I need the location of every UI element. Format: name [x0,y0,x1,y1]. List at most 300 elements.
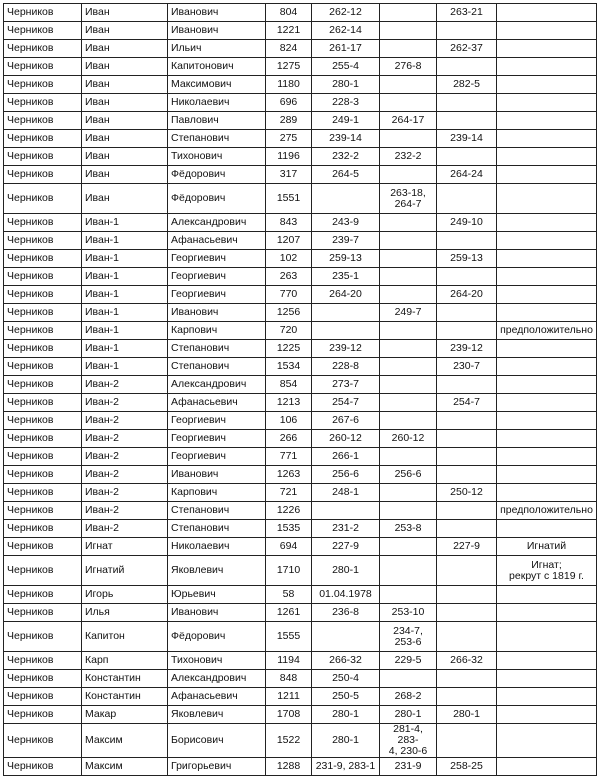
ref-1-cell [312,304,380,322]
ref-3-cell [437,586,497,604]
first-name-cell: Иван-1 [82,322,168,340]
first-name-cell: Игорь [82,586,168,604]
ref-3-cell [437,520,497,538]
first-name-cell: Иван [82,130,168,148]
number-cell: 1261 [266,604,312,622]
note-cell [497,340,597,358]
table-row [4,304,597,322]
ref-3-cell: 264-24 [437,166,497,184]
table-row [4,538,597,556]
patronymic-cell: Георгиевич [168,448,266,466]
ref-3-cell [437,466,497,484]
ref-3-cell: 263-21 [437,4,497,22]
ref-1-cell: 248-1 [312,484,380,502]
ref-1-cell: 280-1 [312,724,380,758]
table-row [4,358,597,376]
note-cell [497,394,597,412]
surname-cell: Черников [4,76,82,94]
note-cell: Игнат; рекрут с 1819 г. [497,556,597,586]
patronymic-cell: Тихонович [168,148,266,166]
ref-2-cell [380,4,437,22]
ref-3-cell [437,412,497,430]
table-row [4,556,597,586]
first-name-cell: Иван-1 [82,286,168,304]
ref-2-cell [380,556,437,586]
patronymic-cell: Иванович [168,4,266,22]
note-cell [497,484,597,502]
patronymic-cell: Георгиевич [168,286,266,304]
patronymic-cell: Максимович [168,76,266,94]
table-row [4,76,597,94]
surname-cell: Черников [4,148,82,166]
number-cell: 770 [266,286,312,304]
first-name-cell: Игнат [82,538,168,556]
first-name-cell: Максим [82,758,168,776]
note-cell [497,22,597,40]
surname-cell: Черников [4,520,82,538]
table-body [4,4,597,776]
table-row [4,448,597,466]
ref-3-cell: 258-25 [437,758,497,776]
table-row [4,22,597,40]
number-cell: 1534 [266,358,312,376]
number-cell: 696 [266,94,312,112]
ref-3-cell: 250-12 [437,484,497,502]
number-cell: 1180 [266,76,312,94]
patronymic-cell: Георгиевич [168,412,266,430]
ref-1-cell: 239-14 [312,130,380,148]
note-cell [497,652,597,670]
ref-3-cell [437,22,497,40]
note-cell: предположительно [497,502,597,520]
ref-3-cell: 280-1 [437,706,497,724]
number-cell: 1708 [266,706,312,724]
table-row [4,148,597,166]
patronymic-cell: Борисович [168,724,266,758]
surname-cell: Черников [4,340,82,358]
patronymic-cell: Николаевич [168,538,266,556]
ref-3-cell: 239-12 [437,340,497,358]
number-cell: 289 [266,112,312,130]
surname-cell: Черников [4,652,82,670]
table-row [4,322,597,340]
ref-3-cell: 264-20 [437,286,497,304]
ref-1-cell: 254-7 [312,394,380,412]
ref-1-cell: 239-12 [312,340,380,358]
ref-3-cell [437,724,497,758]
patronymic-cell: Иванович [168,22,266,40]
ref-1-cell: 01.04.1978 [312,586,380,604]
number-cell: 720 [266,322,312,340]
ref-2-cell [380,670,437,688]
table-row [4,484,597,502]
note-cell [497,586,597,604]
note-cell [497,448,597,466]
number-cell: 848 [266,670,312,688]
number-cell: 263 [266,268,312,286]
ref-3-cell [437,604,497,622]
ref-2-cell: 234-7, 253-6 [380,622,437,652]
ref-1-cell: 255-4 [312,58,380,76]
table-row [4,112,597,130]
ref-2-cell: 256-6 [380,466,437,484]
ref-2-cell [380,484,437,502]
table-row [4,430,597,448]
first-name-cell: Иван-1 [82,358,168,376]
ref-2-cell [380,232,437,250]
ref-3-cell [437,430,497,448]
ref-1-cell: 260-12 [312,430,380,448]
ref-2-cell [380,376,437,394]
note-cell [497,412,597,430]
surname-cell: Черников [4,412,82,430]
number-cell: 1535 [266,520,312,538]
ref-2-cell [380,538,437,556]
note-cell [497,706,597,724]
patronymic-cell: Александрович [168,670,266,688]
note-cell [497,130,597,148]
note-cell [497,670,597,688]
number-cell: 1522 [266,724,312,758]
surname-cell: Черников [4,184,82,214]
patronymic-cell: Иванович [168,466,266,484]
first-name-cell: Иван [82,76,168,94]
note-cell [497,184,597,214]
first-name-cell: Иван-2 [82,520,168,538]
ref-3-cell [437,304,497,322]
surname-cell: Черников [4,448,82,466]
ref-1-cell: 228-3 [312,94,380,112]
ref-3-cell [437,184,497,214]
table-row [4,670,597,688]
surname-cell: Черников [4,502,82,520]
ref-1-cell: 239-7 [312,232,380,250]
surname-cell: Черников [4,430,82,448]
ref-2-cell [380,94,437,112]
patronymic-cell: Яковлевич [168,706,266,724]
note-cell [497,466,597,484]
number-cell: 1288 [266,758,312,776]
patronymic-cell: Иванович [168,304,266,322]
first-name-cell: Иван-1 [82,214,168,232]
table-row [4,232,597,250]
ref-3-cell: 262-37 [437,40,497,58]
ref-1-cell: 266-1 [312,448,380,466]
patronymic-cell: Капитонович [168,58,266,76]
first-name-cell: Илья [82,604,168,622]
ref-1-cell: 232-2 [312,148,380,166]
first-name-cell: Иван-1 [82,304,168,322]
table-row [4,724,597,758]
table-row [4,4,597,22]
number-cell: 1221 [266,22,312,40]
ref-1-cell: 264-5 [312,166,380,184]
number-cell: 1225 [266,340,312,358]
ref-1-cell: 231-9, 283-1 [312,758,380,776]
surname-cell: Черников [4,758,82,776]
ref-3-cell [437,58,497,76]
note-cell [497,232,597,250]
surname-cell: Черников [4,268,82,286]
patronymic-cell: Георгиевич [168,250,266,268]
ref-3-cell [437,670,497,688]
first-name-cell: Иван [82,184,168,214]
surname-cell: Черников [4,250,82,268]
patronymic-cell: Фёдорович [168,622,266,652]
ref-2-cell [380,130,437,148]
surname-cell: Черников [4,40,82,58]
number-cell: 1555 [266,622,312,652]
ref-2-cell: 229-5 [380,652,437,670]
ref-1-cell: 236-8 [312,604,380,622]
table-row [4,758,597,776]
ref-2-cell [380,448,437,466]
note-cell [497,358,597,376]
number-cell: 854 [266,376,312,394]
note-cell [497,724,597,758]
ref-2-cell [380,214,437,232]
number-cell: 1196 [266,148,312,166]
first-name-cell: Иван-1 [82,268,168,286]
note-cell: Игнатий [497,538,597,556]
first-name-cell: Иван [82,40,168,58]
ref-1-cell [312,184,380,214]
table-row [4,58,597,76]
table-row [4,706,597,724]
number-cell: 721 [266,484,312,502]
ref-2-cell [380,250,437,268]
note-cell [497,604,597,622]
table-row [4,520,597,538]
patronymic-cell: Яковлевич [168,556,266,586]
first-name-cell: Иван [82,4,168,22]
table-row [4,502,597,520]
ref-2-cell: 264-17 [380,112,437,130]
patronymic-cell: Юрьевич [168,586,266,604]
ref-2-cell [380,502,437,520]
patronymic-cell: Александрович [168,214,266,232]
ref-1-cell: 262-14 [312,22,380,40]
patronymic-cell: Афанасьевич [168,688,266,706]
table-row [4,130,597,148]
surname-cell: Черников [4,4,82,22]
number-cell: 843 [266,214,312,232]
ref-3-cell: 227-9 [437,538,497,556]
ref-1-cell: 235-1 [312,268,380,286]
surname-cell: Черников [4,688,82,706]
first-name-cell: Иван [82,22,168,40]
surname-cell: Черников [4,94,82,112]
ref-3-cell [437,556,497,586]
table-row [4,604,597,622]
ref-1-cell: 280-1 [312,76,380,94]
surname-cell: Черников [4,58,82,76]
surname-cell: Черников [4,376,82,394]
ref-3-cell [437,268,497,286]
note-cell [497,4,597,22]
ref-3-cell [437,322,497,340]
first-name-cell: Макар [82,706,168,724]
number-cell: 771 [266,448,312,466]
note-cell [497,112,597,130]
ref-2-cell [380,586,437,604]
patronymic-cell: Степанович [168,502,266,520]
first-name-cell: Иван [82,166,168,184]
ref-2-cell [380,412,437,430]
surname-cell: Черников [4,724,82,758]
ref-1-cell: 267-6 [312,412,380,430]
first-name-cell: Иван-2 [82,466,168,484]
ref-3-cell [437,688,497,706]
note-cell [497,76,597,94]
note-cell [497,376,597,394]
patronymic-cell: Ильич [168,40,266,58]
patronymic-cell: Степанович [168,520,266,538]
ref-1-cell: 259-13 [312,250,380,268]
ref-2-cell [380,358,437,376]
number-cell: 1194 [266,652,312,670]
surname-cell: Черников [4,304,82,322]
patronymic-cell: Афанасьевич [168,394,266,412]
ref-3-cell [437,232,497,250]
patronymic-cell: Иванович [168,604,266,622]
note-cell [497,520,597,538]
note-cell: предположительно [497,322,597,340]
table-row [4,622,597,652]
ref-2-cell: 280-1 [380,706,437,724]
ref-2-cell [380,286,437,304]
surname-cell: Черников [4,112,82,130]
patronymic-cell: Тихонович [168,652,266,670]
number-cell: 1263 [266,466,312,484]
ref-1-cell: 227-9 [312,538,380,556]
number-cell: 804 [266,4,312,22]
note-cell [497,58,597,76]
table-row [4,268,597,286]
table-row [4,40,597,58]
first-name-cell: Игнатий [82,556,168,586]
table-row [4,184,597,214]
ref-3-cell: 230-7 [437,358,497,376]
number-cell: 1226 [266,502,312,520]
surname-cell: Черников [4,214,82,232]
note-cell [497,94,597,112]
surname-cell: Черников [4,538,82,556]
ref-1-cell: 280-1 [312,556,380,586]
first-name-cell: Максим [82,724,168,758]
patronymic-cell: Карпович [168,484,266,502]
surname-cell: Черников [4,22,82,40]
ref-2-cell: 253-8 [380,520,437,538]
note-cell [497,758,597,776]
ref-2-cell [380,22,437,40]
table-row [4,652,597,670]
note-cell [497,688,597,706]
number-cell: 1256 [266,304,312,322]
note-cell [497,166,597,184]
first-name-cell: Константин [82,688,168,706]
ref-3-cell: 249-10 [437,214,497,232]
surname-cell: Черников [4,358,82,376]
patronymic-cell: Афанасьевич [168,232,266,250]
ref-2-cell: 232-2 [380,148,437,166]
ref-1-cell: 243-9 [312,214,380,232]
ref-2-cell: 268-2 [380,688,437,706]
ref-1-cell [312,502,380,520]
surname-cell: Черников [4,586,82,604]
genealogy-table [3,3,597,776]
table-row [4,412,597,430]
number-cell: 1275 [266,58,312,76]
ref-3-cell: 259-13 [437,250,497,268]
patronymic-cell: Степанович [168,358,266,376]
ref-3-cell [437,448,497,466]
ref-2-cell: 263-18, 264-7 [380,184,437,214]
ref-2-cell: 260-12 [380,430,437,448]
ref-1-cell: 256-6 [312,466,380,484]
patronymic-cell: Фёдорович [168,184,266,214]
patronymic-cell: Николаевич [168,94,266,112]
note-cell [497,214,597,232]
number-cell: 317 [266,166,312,184]
ref-3-cell [437,112,497,130]
number-cell: 824 [266,40,312,58]
table-row [4,340,597,358]
table-row [4,250,597,268]
surname-cell: Черников [4,484,82,502]
ref-3-cell [437,376,497,394]
table-row [4,94,597,112]
first-name-cell: Иван-1 [82,250,168,268]
first-name-cell: Иван-2 [82,376,168,394]
note-cell [497,268,597,286]
patronymic-cell: Григорьевич [168,758,266,776]
number-cell: 1211 [266,688,312,706]
ref-3-cell [437,148,497,166]
ref-3-cell: 266-32 [437,652,497,670]
ref-1-cell: 261-17 [312,40,380,58]
patronymic-cell: Карпович [168,322,266,340]
ref-2-cell [380,268,437,286]
table-row [4,688,597,706]
number-cell: 1213 [266,394,312,412]
note-cell [497,250,597,268]
ref-1-cell [312,322,380,340]
table-row [4,166,597,184]
patronymic-cell: Степанович [168,130,266,148]
table-row [4,394,597,412]
note-cell [497,40,597,58]
ref-3-cell: 239-14 [437,130,497,148]
table-row [4,466,597,484]
note-cell [497,286,597,304]
first-name-cell: Иван-2 [82,448,168,466]
note-cell [497,430,597,448]
ref-2-cell: 276-8 [380,58,437,76]
patronymic-cell: Георгиевич [168,430,266,448]
first-name-cell: Капитон [82,622,168,652]
surname-cell: Черников [4,394,82,412]
first-name-cell: Константин [82,670,168,688]
ref-1-cell: 250-5 [312,688,380,706]
ref-2-cell: 249-7 [380,304,437,322]
number-cell: 58 [266,586,312,604]
ref-1-cell: 262-12 [312,4,380,22]
first-name-cell: Карп [82,652,168,670]
ref-3-cell [437,622,497,652]
ref-1-cell [312,622,380,652]
number-cell: 106 [266,412,312,430]
